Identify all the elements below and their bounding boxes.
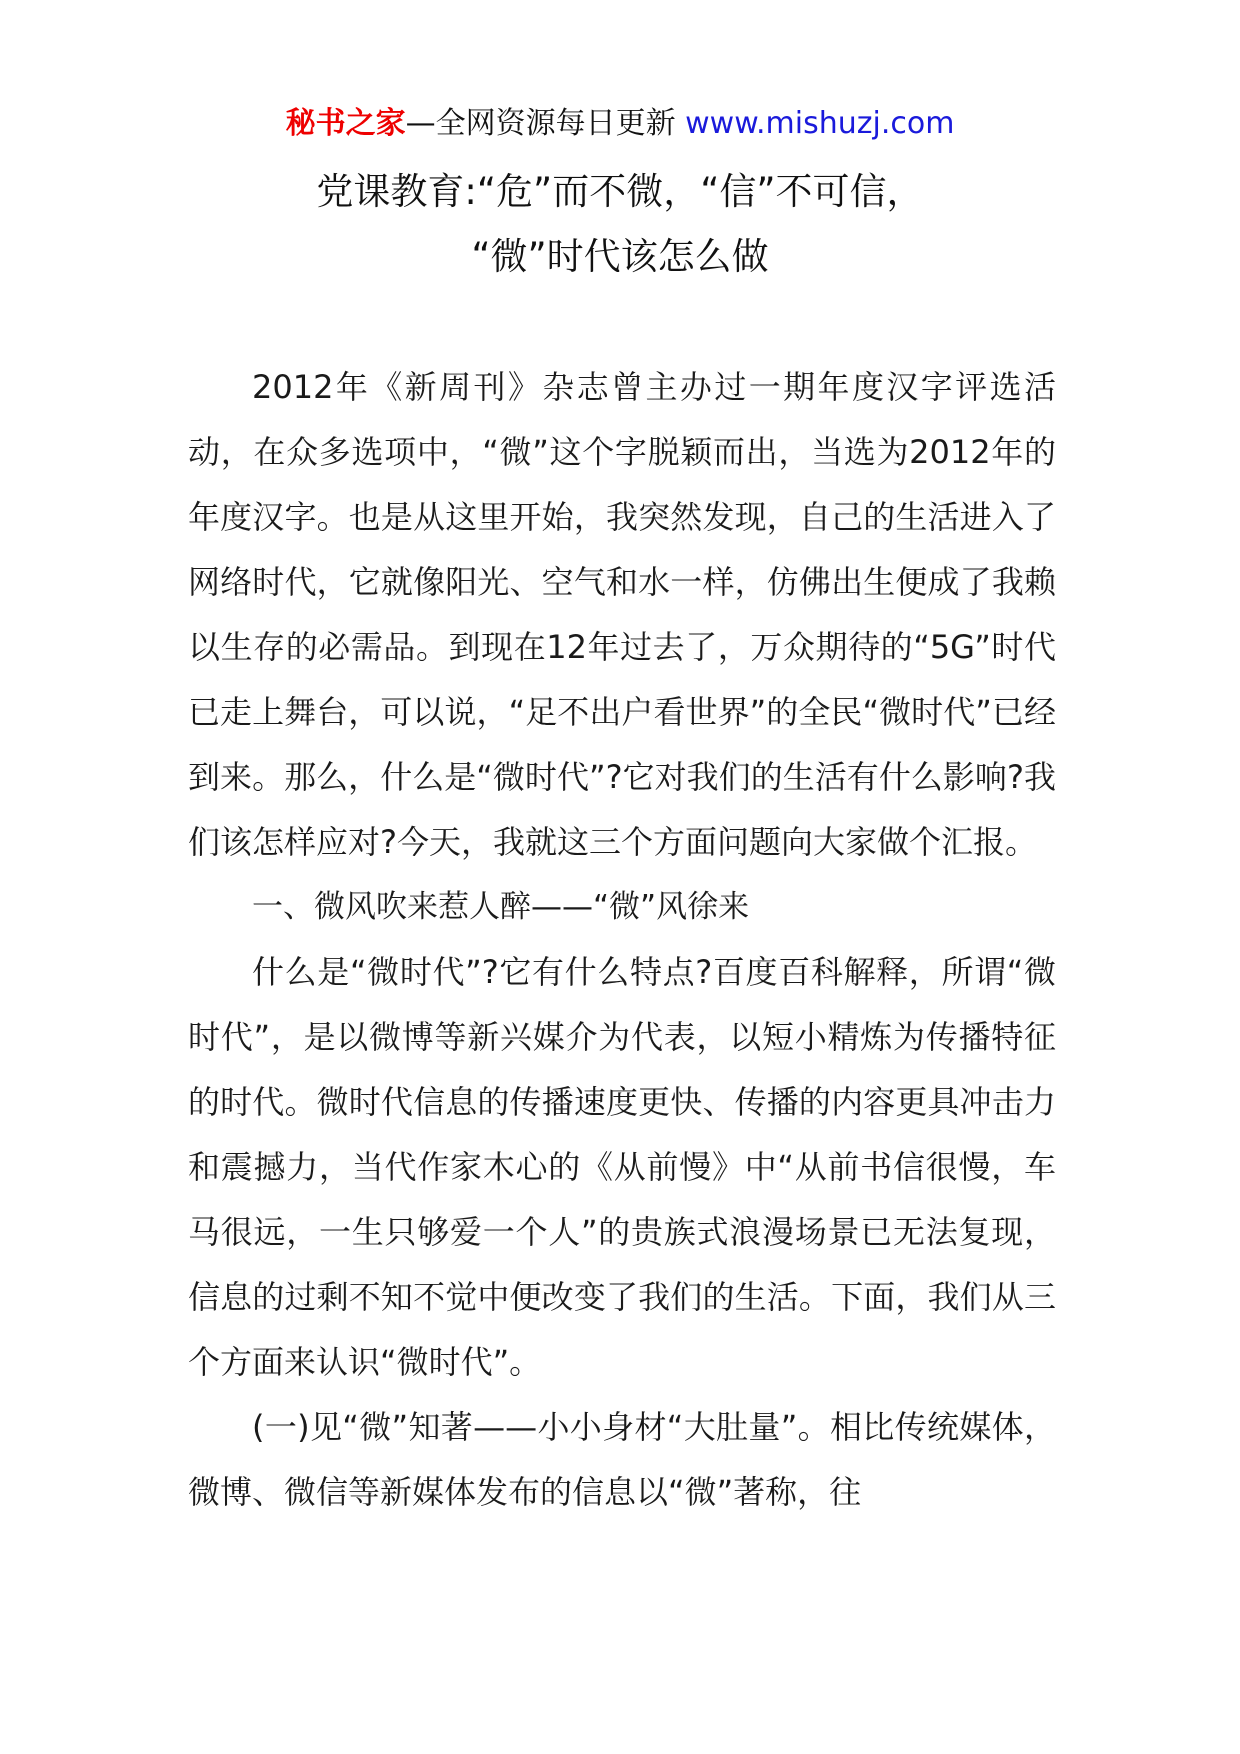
document-body (188, 355, 1056, 1525)
site-url-link[interactable]: www.mishuzj.com (685, 106, 955, 141)
document-title-line-2: “微”时代该怎么做 (471, 235, 769, 278)
banner-tagline: —全网资源每日更新 (405, 106, 676, 141)
paragraph-intro: 2012年《新周刊》杂志曾主办过一期年度汉字评选活动，在众多选项中，“微”这个字脱颖而出，当选为2012年的年度汉字。也是从这里开始，我突然发现，自己的生活进入了网络时代，它就像阳光、空气和水一样，仿佛出生便成了我赖以生存的必需品。到现在12年过去了，万众期待的“5G”时代已走上舞台，可以说，“足不出户看世界”的全民“微时代”已经到来。那么，什么是“微时代”?它对我们的生活有什么影响?我们该怎样应对?今天，我就这三个方面问题向大家做个汇报。 (188, 368, 1056, 861)
paragraph-subsection-1: (一)见“微”知著——小小身材“大肚量”。相比传统媒体，微博、微信等新媒体发布的信息以“微”著称，往 (188, 1408, 1056, 1511)
brand-name: 秘书之家 (285, 106, 406, 141)
document-title-line-1: 党课教育:“危”而不微，“信”不可信， (316, 170, 924, 213)
section-heading-1: 一、微风吹来惹人醉——“微”风徐来 (252, 889, 750, 925)
site-banner (0, 104, 1240, 144)
paragraph-definition: 什么是“微时代”?它有什么特点?百度百科解释，所谓“微时代”，是以微博等新兴媒介为代表，以短小精炼为传播特征的时代。微时代信息的传播速度更快、传播的内容更具冲击力和震撼力，当代作家木心的《从前慢》中“从前书信很慢，车马很远，一生只够爱一个人”的贵族式浪漫场景已无法复现，信息的过剩不知不觉中便改变了我们的生活。下面，我们从三个方面来认识“微时代”。 (188, 953, 1056, 1381)
